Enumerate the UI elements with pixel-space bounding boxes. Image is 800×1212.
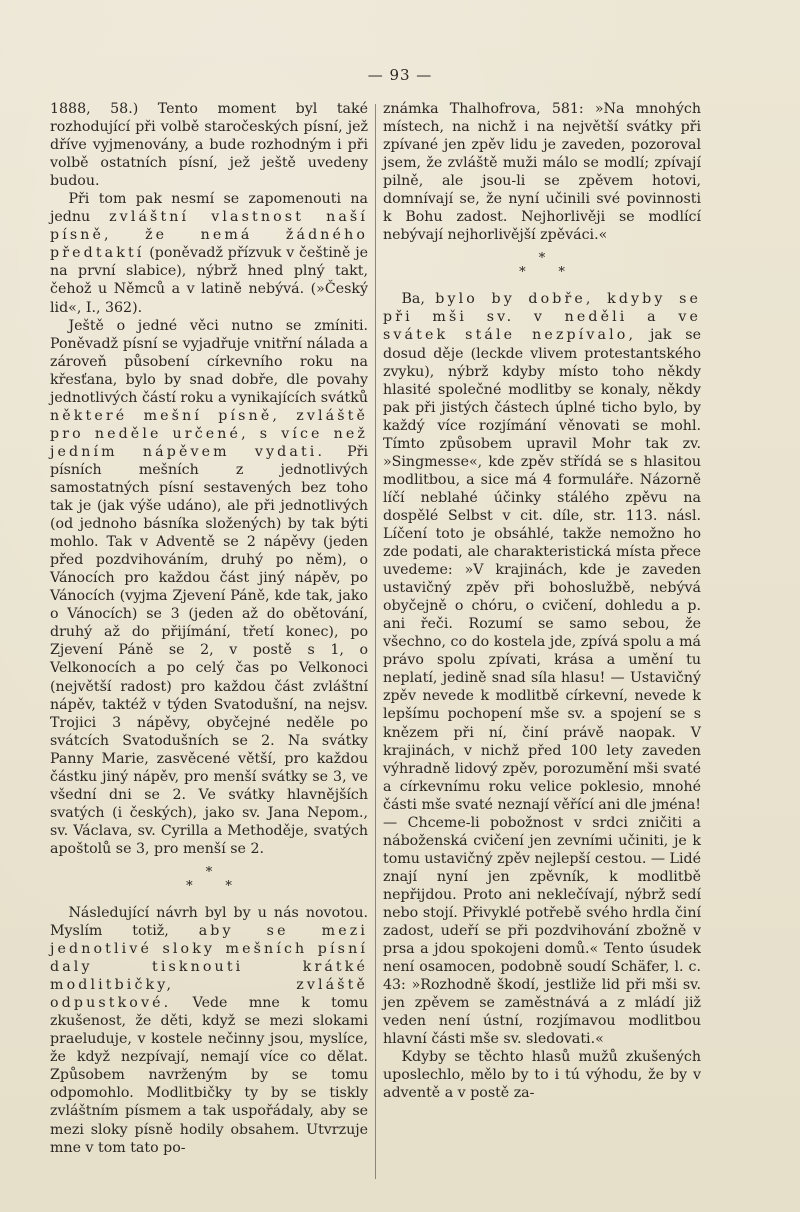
- spaced-text: zvláštní vlastnost naší písně, že nemá žádného předtaktí: [50, 209, 368, 262]
- left-column: [50, 100, 368, 1157]
- paragraph: Kdyby se těchto hlasů mužů zkušených uposlechlo, mělo by to i tú výhodu, že by v adventě a v postě za-: [383, 1049, 701, 1102]
- spaced-text: bylo by dobře, kdyby se při mši sv. v neděli a ve svátek stále nezpívalo,: [383, 291, 701, 344]
- right-column: [383, 100, 701, 1102]
- column-divider: [375, 104, 376, 1179]
- spaced-text: aby se mezi jednotlivé sloky mešních písní daly tisknouti krátké modlitbičky, zvláště odpustkové.: [50, 923, 369, 1012]
- paragraph: [383, 290, 701, 1048]
- text-run: jak se dosud děje (leckde vlivem protestantského zvyku), nýbrž kdyby místo toho někdy hlasité společné modlitby se konaly, někdy pak při jistých částech úplné ticho bylo, by každý více rozjímání věnovati se mohl. Tímto způsobem upravil Mohr tak zv. »Singmesse«, kde zpěv střídá se s hlasitou modlitbou, a sice má 4 formuláře. Názorně líčí neblahé účinky stálého zpěvu na dospělé Selbst v cit. díle, str. 113. násl. Líčení toto je obsáhlé, takže nemožno ho zde podati, ale charakteristická místa přece uvedeme: »V krajinách, kde je zaveden ustavičný zpěv při bohoslužbě, nebývá obyčejně o chóru, o cvičení, dohledu a p. ani řeči. Rozumí se samo sebou, že všechno, co do kostela jde, zpívá spolu a má právo spolu zpívati, krása a umění tu neplatí, jedině snad síla hlasu! — Ustavičný zpěv nevede k modlitbě církevní, nevede k lepšímu pochopení mše sv. a spojení se s knězem při ní, činí právě naopak. V krajinách, v nichž před 100 lety zaveden výhradně lidový zpěv, porozumění mši svaté a církevnímu roku velice poklesio, mnohé části mše svaté neznají věřící ani dle jména! — Chceme-li pobožnost v srdci zničiti a náboženská cvičení jen zevními učiniti, je k tomu ustavičný zpěv nejlepší cestou. — Lidé znají nyní jen zpěvník, k modlitbě nepřijdou. Proto ani neklečívají, nýbrž sedí nebo stojí. Přivyklé potřebě svého hrdla činí zadost, udeří se při pozdvihování zbožně v prsa a jdou spokojeni domů.« Tento úsudek není osamocen, podobně soudí Schäfer, l. c. 43: »Rozhodně škodí, jestliže lid při mši sv. jen zpěvem se zaměstnává a z mládí již veden není ústní, rozjímavou modlitbou hlavní části mše sv. sledovati.«: [383, 327, 701, 1048]
- paragraph: [50, 190, 368, 316]
- text-run: (poněvadž přízvuk v češtině je na první slabice), nýbrž hned plný takt, čehož u Němců a v latině nebývá. (»Český lid«, I., 362).: [50, 245, 368, 316]
- text-run: Ba,: [401, 291, 425, 308]
- text-run: Při písních mešních z jednotlivých samostatných písní sestavených bez toho tak je (jak výše udáno), ale při jednotlivých (od jednoho básníka složených) by tak býti mohlo. Tak v Adventě se 2 nápěvy (jeden před pozdvihováním, druhý po něm), o Vánocích pro každou část jiný nápěv, po Vánocích (vyjma Zjevení Páně, kde tak, jako o Vánocích) se 3 (jeden až do obětování, druhý až do přijímání, třetí konec), po Zjevení Páně se 2, v postě s 1, o Velkonocích a po celý čas po Velkonoci (největší radost) pro každou část zvláštní nápěv, taktéž v týden Svatodušní, na nejsv. Trojici 3 nápěvy, obyčejné neděle po svátcích Svatodušních se 2. Na svátky Panny Marie, zasvěcené větší, pro každou částku jiný nápěv, pro menší svátky se 3, ve všední dni se 2. Ve svátky hlavnějších svatých (i českých), jako sv. Jana Nepom., sv. Václava, sv. Cyrilla a Methoděje, svatých apoštolů se 3, pro menší se 2.: [50, 443, 368, 857]
- asterisk-pair: * *: [519, 265, 565, 281]
- paragraph: 1888, 58.) Tento moment byl také rozhodující při volbě staročeských písní, jež dříve vyjmenovány, a bude rozhodným i při volbě ostatních písní, jež ještě uvedeny budou.: [50, 101, 368, 190]
- spaced-text: některé mešní písně, zvláště pro neděle určené, s více než jedním nápěvem vydati.: [50, 407, 368, 460]
- paragraph: známka Thalhofrova, 581: »Na mnohých místech, na nichž i na největší svátky při zpívané jen zpěv lidu je zaveden, pozoroval jsem, že zvláště muži málo se modlí; zpívají pilně, ale jsou-li se zpěvem hotovi, domnívají se, že nyní učinili své povinnosti k Bohu zadost. Nejhorlivěji se modlící nebývají nejhorlivější zpěváci.«: [383, 101, 701, 244]
- text-run: Ještě o jedné věci nutno se zmíniti. Poněvadž písní se vyjadřuje vnitřní nálada a zároveň působení církevního roku na křesťana, bylo by snad dobře, dle povahy jednotlivých částí roku a vynikajících svátků: [50, 317, 368, 406]
- text-run: Následující návrh byl by u nás novotou. Myslím totiž,: [50, 904, 368, 940]
- asterisk: *: [205, 864, 213, 880]
- section-separator: [383, 252, 701, 280]
- paragraph: [50, 317, 368, 858]
- asterisk: *: [538, 251, 546, 267]
- asterisk-pair: * *: [186, 878, 232, 894]
- page-number: — 93 —: [367, 66, 433, 84]
- section-separator: [50, 866, 368, 894]
- text-run: Vede mne k tomu zkušenost, že děti, když se mezi slokami praeluduje, v kostele nečinny jsou, myslíce, že když nezpívají, nemají více co dělat. Způsobem navrženým by se tomu odpomohlo. Modlitbičky ty by se tiskly zvláštním písmem a tak uspořádaly, aby se mezi sloky písně hodily obsahem. Utvrzuje mne v tom tato po-: [50, 995, 369, 1156]
- text-run: Při tom pak nesmí se zapomenouti na jednu: [50, 191, 368, 226]
- paragraph: [50, 904, 368, 1157]
